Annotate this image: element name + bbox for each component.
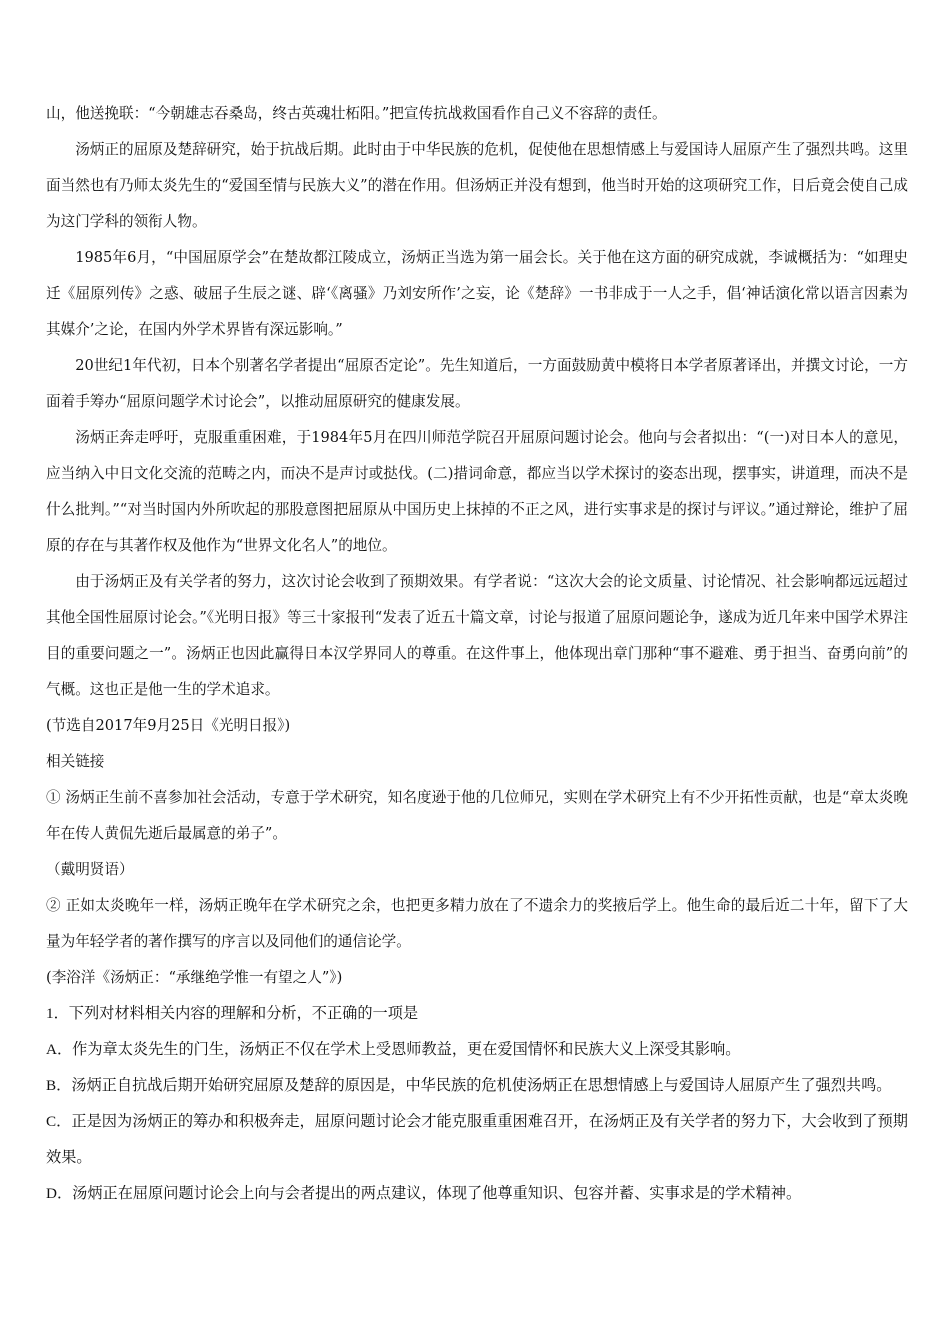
link-item-2-source: (李浴洋《汤炳正：“承继绝学惟一有望之人”》) bbox=[46, 969, 343, 986]
option-b: B．汤炳正自抗战后期开始研究屈原及楚辞的原因是，中华民族的危机使汤炳正在思想情感上与爱国诗人屈原产生了强烈共鸣。 bbox=[46, 1077, 892, 1094]
document-page bbox=[46, 96, 908, 1212]
links-heading: 相关链接 bbox=[46, 753, 105, 770]
option-c: C．正是因为汤炳正的筹办和积极奔走，屈原问题讨论会才能克服重重困难召开，在汤炳正及有关学者的努力下，大会收到了预期效果。 bbox=[46, 1113, 908, 1166]
link-item-1-source: （戴明贤语） bbox=[46, 861, 134, 878]
paragraph-continuation: 山，他送挽联：“今朝雄志吞桑岛，终古英魂壮柘阳。”把宣传抗战救国看作自己义不容辞的责任。 bbox=[46, 105, 667, 122]
option-a: A．作为章太炎先生的门生，汤炳正不仅在学术上受恩师教益，更在爱国情怀和民族大义上深受其影响。 bbox=[46, 1041, 741, 1058]
option-d: D．汤炳正在屈原问题讨论会上向与会者提出的两点建议，体现了他尊重知识、包容并蓄、实事求是的学术精神。 bbox=[46, 1185, 802, 1202]
paragraph-research-origin: 汤炳正的屈原及楚辞研究，始于抗战后期。此时由于中华民族的危机，促使他在思想情感上与爱国诗人屈原产生了强烈共鸣。这里面当然也有乃师太炎先生的“爱国至情与民族大义”的潜在作用。但汤炳正并没有想到，他当时开始的这项研究工作，日后竟会使自己成为这门学科的领衔人物。 bbox=[46, 141, 908, 230]
paragraph-qu-yuan-denial: 20世纪1年代初，日本个别著名学者提出“屈原否定论”。先生知道后，一方面鼓励黄中模将日本学者原著译出，并撰文讨论，一方面着手筹办“屈原问题学术讨论会”，以推动屈原研究的健康发展。 bbox=[46, 357, 908, 410]
article-source: (节选自2017年9月25日《光明日报》) bbox=[46, 717, 291, 734]
paragraph-symposium: 汤炳正奔走呼吁，克服重重困难，于1984年5月在四川师范学院召开屈原问题讨论会。他向与会者拟出：“(一)对日本人的意见，应当纳入中日文化交流的范畴之内，而决不是声讨或挞伐。(二)措词命意，都应当以学术探讨的姿态出现，摆事实，讲道理，而决不是什么批判。”“对当时国内外所吹起的那股意图把屈原从中国历史上抹掉的不正之风，进行实事求是的探讨与评议。”通过辩论，维护了屈原的存在与其著作权及他作为“世界文化名人”的地位。 bbox=[46, 429, 908, 554]
paragraph-qu-yuan-society: 1985年6月，“中国屈原学会”在楚故都江陵成立，汤炳正当选为第一届会长。关于他在这方面的研究成就，李诚概括为：“如理史迁《屈原列传》之惑、破屈子生辰之谜、辟‘《离骚》乃刘安所作’之妄，论《楚辞》一书非成于一人之手，倡‘神话演化常以语言因素为其媒介’之论，在国内外学术界皆有深远影响。” bbox=[46, 249, 908, 338]
paragraph-outcome: 由于汤炳正及有关学者的努力，这次讨论会收到了预期效果。有学者说：“这次大会的论文质量、讨论情况、社会影响都远远超过其他全国性屈原讨论会。”《光明日报》等三十家报刊“发表了近五十篇文章，讨论与报道了屈原问题论争，遂成为近几年来中国学术界注目的重要问题之一”。汤炳正也因此赢得日本汉学界同人的尊重。在这件事上，他体现出章门那种“事不避难、勇于担当、奋勇向前”的气概。这也正是他一生的学术追求。 bbox=[46, 573, 908, 698]
question-stem: 1．下列对材料相关内容的理解和分析，不正确的一项是 bbox=[46, 1005, 419, 1022]
link-item-2: ② 正如太炎晚年一样，汤炳正晚年在学术研究之余，也把更多精力放在了不遗余力的奖掖后学上。他生命的最后近二十年，留下了大量为年轻学者的著作撰写的序言以及同他们的通信论学。 bbox=[46, 897, 908, 950]
link-item-1: ① 汤炳正生前不喜参加社会活动，专意于学术研究，知名度逊于他的几位师兄，实则在学术研究上有不少开拓性贡献，也是“章太炎晚年在传人黄侃先逝后最属意的弟子”。 bbox=[46, 789, 908, 842]
